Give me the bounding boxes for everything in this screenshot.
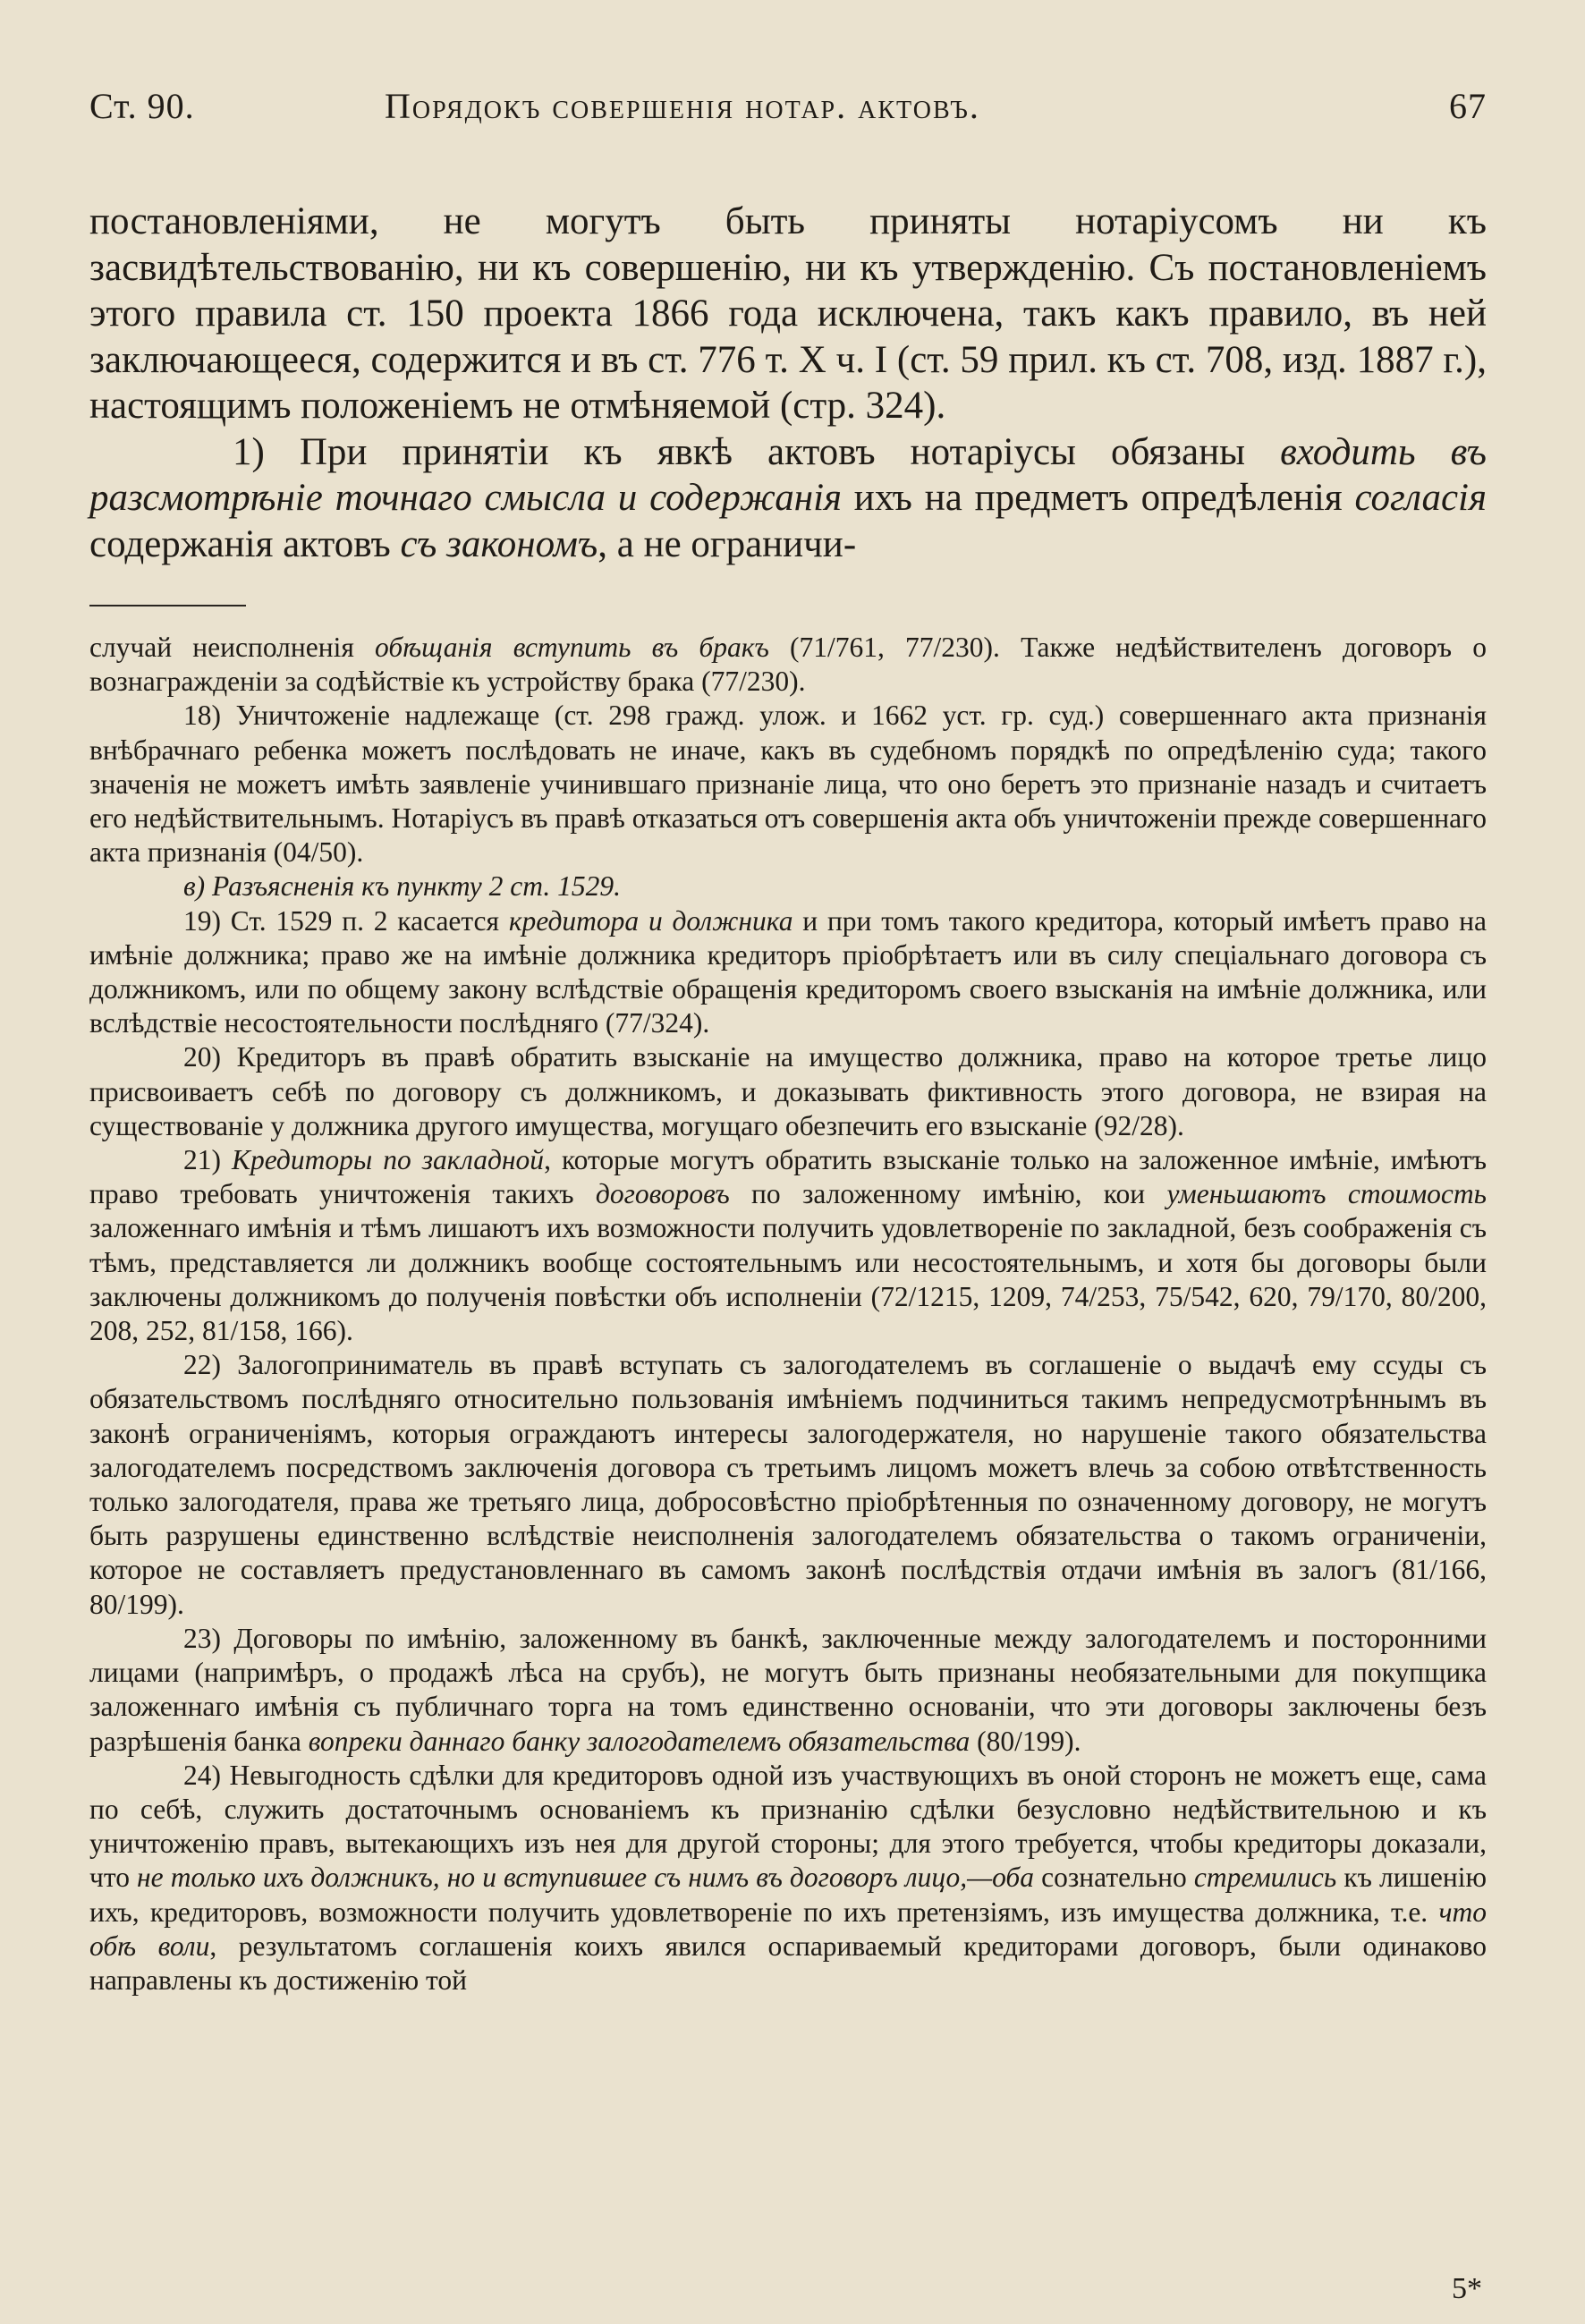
note-19: 19) Ст. 1529 п. 2 касается кредитора и должника и при томъ такого кредитора, который имѣетъ право на имѣніе должника; право же на имѣніе должника кредиторъ пріобрѣтаетъ или въ силу спеціальнаго договора съ должникомъ, или по общему закону вслѣдствіе обращенія кредиторомъ своего взысканія на имѣніе должника, или вслѣдствіе несостоятельности послѣдняго (77/324).	[89, 904, 1487, 1039]
running-head	[89, 85, 1487, 139]
footnotes	[89, 631, 1487, 1997]
footnote-divider	[89, 605, 246, 606]
note-24: 24) Невыгодность сдѣлки для кредиторовъ одной изъ участвующихъ въ оной сторонъ не можетъ еще, сама по себѣ, служить достаточнымъ основаніемъ къ признанію сдѣлки безусловно недѣйствительною и къ уничтоженію правъ, вытекающихъ изъ нея для другой стороны; для этого требуется, чтобы кредиторы доказали, что не только ихъ должникъ, но и вступившее съ нимъ въ договоръ лицо,—оба сознательно стремились къ лишенію ихъ, кредиторовъ, возможности получить удовлетвореніе по ихъ претензіямъ, изъ имущества должника, т.е. что обѣ воли, результатомъ соглашенія коихъ явился оспариваемый кредиторами договоръ, были одинаково направлены къ достиженію той	[89, 1759, 1487, 1996]
article-number: Ст. 90.	[89, 86, 195, 126]
note-17-continuation: случай неисполненія обѣщанія вступить въ бракъ (71/761, 77/230). Также недѣйствителенъ договоръ о вознагражденіи за содѣйствіе къ устройству брака (77/230).	[89, 632, 1487, 698]
emphasis: съ закономъ	[400, 522, 598, 565]
note-20: 20) Кредиторъ въ правѣ обратить взысканіе на имущество должника, право на которое третье лицо присвоиваетъ себѣ по договору съ должникомъ, и доказывать фиктивность этого договора, не взирая на существованіе у должника другого имущества, могущаго обезпечить его взысканіе (92/28).	[89, 1041, 1487, 1141]
note-22: 22) Залогоприниматель въ правѣ вступать съ залогодателемъ въ соглашеніе о выдачѣ ему ссуды съ обязательствомъ послѣдняго относительно пользованія имѣніемъ подчиниться такимъ непредусмотрѣннымъ въ законѣ ограниченіямъ, которыя ограждаютъ интересы залогодержателя, но нарушеніе такого обязательства залогодателемъ посредствомъ заключенія договора съ третьимъ лицомъ можетъ влечь за собою отвѣтственность только залогодателя, права же третьяго лица, добросовѣстно пріобрѣтенныя по означенному договору, не могутъ быть разрушены единственно вслѣдствіе неисполненія залогодателемъ обязательства о такомъ ограниченіи, которое не составляетъ предустановленнаго въ самомъ законѣ послѣдствія отдачи имѣнія въ залогъ (81/166, 80/199).	[89, 1349, 1487, 1620]
printer-signature: 5*	[1452, 2272, 1482, 2305]
emphasis: входить въ разсмотрѣніе точнаго смысла и содержанія	[89, 430, 1487, 519]
note-18: 18) Уничтоженіе надлежаще (ст. 298 гражд. улож. и 1662 уст. гр. суд.) совершеннаго акта признанія внѣбрачнаго ребенка можетъ послѣдовать не иначе, какъ въ судебномъ порядкѣ по опредѣленію суда; такого значенія не можетъ имѣть заявленіе учинившаго признаніе лица, что оно беретъ это признаніе назадъ и считаетъ его недѣйствительнымъ. Нотаріусъ въ правѣ отказаться отъ совершенія акта объ уничтоженіи прежде совершеннаго акта признанія (04/50).	[89, 700, 1487, 869]
note-23: 23) Договоры по имѣнію, заложенному въ банкѣ, заключенные между залогодателемъ и посторонними лицами (напримѣръ, о продажѣ лѣса на срубъ), не могутъ быть признаны необязательными для покупщика заложеннаго имѣнія съ публичнаго торга на томъ единственно основаніи, что эти договоры заключены безъ разрѣшенія банка вопреки даннаго банку залогодателемъ обязательства (80/199).	[89, 1622, 1487, 1757]
main-paragraph-2: 1) При принятіи къ явкѣ актовъ нотаріусы обязаны входить въ разсмотрѣніе точнаго смысла и содержанія ихъ на предметъ опредѣленія согласія содержанія актовъ съ закономъ, а не ограничи-	[89, 430, 1487, 565]
main-paragraph-1: постановленіями, не могутъ быть приняты нотаріусомъ ни къ засвидѣтельствованію, ни къ совершенію, ни къ утвержденію. Съ постановленіемъ этого правила ст. 150 проекта 1866 года исключена, такъ какъ правило, въ ней заключающееся, содержится и въ ст. 776 т. X ч. I (ст. 59 прил. къ ст. 708, изд. 1887 г.), настоящимъ положеніемъ не отмѣняемой (стр. 324).	[89, 200, 1487, 427]
main-text	[89, 199, 1487, 567]
subsection-heading: в) Разъясненія къ пункту 2 ст. 1529.	[183, 870, 622, 903]
running-title: Порядокъ совершенія нотар. актовъ.	[385, 86, 980, 126]
page-number: 67	[1449, 86, 1487, 126]
note-21: 21) Кредиторы по закладной, которые могутъ обратить взысканіе только на заложенное имѣніе, имѣютъ право требовать уничтоженія такихъ договоровъ по заложенному имѣнію, кои уменьшаютъ стоимость заложеннаго имѣнія и тѣмъ лишаютъ ихъ возможности получить удовлетвореніе по закладной, безъ соображенія съ тѣмъ, представляется ли должникъ вообще состоятельнымъ или несостоятельнымъ, и хотя бы договоры были заключены должникомъ до полученія повѣстки объ исполненіи (72/1215, 1209, 74/253, 75/542, 620, 79/170, 80/200, 208, 252, 81/158, 166).	[89, 1144, 1488, 1347]
emphasis: согласія	[1354, 477, 1487, 519]
